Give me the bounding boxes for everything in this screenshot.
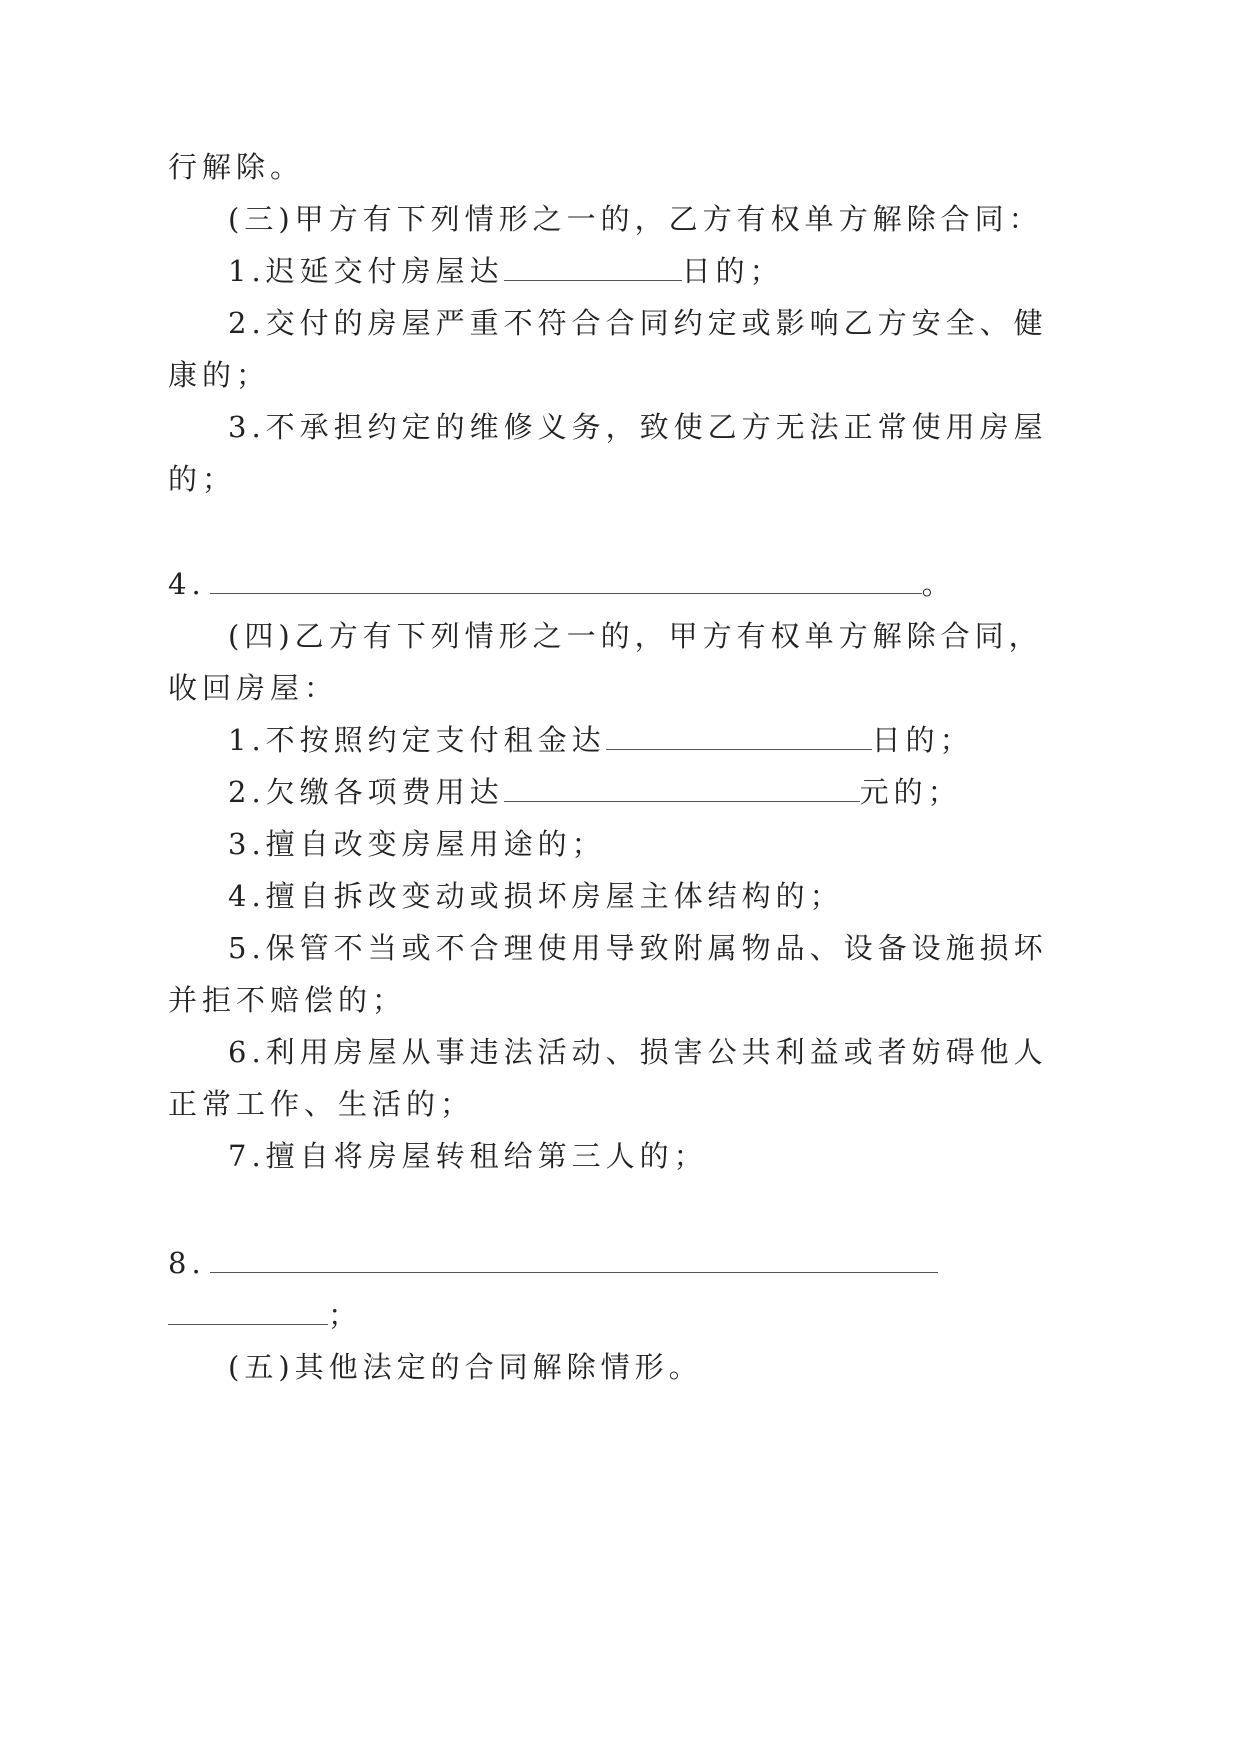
line-text: 1.不按照约定支付租金达 [228, 723, 606, 757]
fill-in-blank[interactable] [606, 723, 872, 750]
line-text-after: 元的； [859, 775, 962, 809]
text-line [168, 1084, 474, 1124]
line-text: (五)其他法定的合同解除情形。 [228, 1350, 703, 1384]
list-item [228, 928, 1048, 968]
fill-in-blank[interactable] [504, 775, 860, 802]
text-line [168, 147, 304, 187]
section-heading [228, 616, 1043, 656]
fill-in-blank[interactable] [210, 1246, 938, 1273]
section-heading [228, 1347, 703, 1387]
line-text: 8. [168, 1246, 206, 1280]
list-item [228, 772, 962, 812]
line-text: 行解除。 [168, 150, 305, 184]
line-text: 4. [168, 567, 206, 601]
line-text: 收回房屋： [168, 671, 339, 705]
fill-in-blank[interactable] [168, 1298, 328, 1325]
list-item [228, 824, 606, 864]
line-text: (三)甲方有下列情形之一的，乙方有权单方解除合同： [228, 202, 1043, 236]
text-line [168, 668, 338, 708]
line-text-after: 日的； [871, 723, 974, 757]
list-item [228, 251, 784, 291]
line-text: 1.迟延交付房屋达 [228, 254, 504, 288]
line-text: (四)乙方有下列情形之一的，甲方有权单方解除合同， [228, 619, 1043, 653]
line-text-after: ； [328, 1298, 363, 1332]
line-text: 并拒不赔偿的； [168, 983, 407, 1017]
line-text: 2.交付的房屋严重不符合合同约定或影响乙方安全、健 [228, 306, 1048, 340]
line-text: 4.擅自拆改变动或损坏房屋主体结构的； [228, 879, 844, 913]
line-text: 5.保管不当或不合理使用导致附属物品、设备设施损坏 [228, 931, 1048, 965]
line-text: 3.擅自改变房屋用途的； [228, 827, 606, 861]
list-item [228, 876, 844, 916]
fill-in-blank[interactable] [504, 254, 682, 281]
text-line [168, 459, 236, 499]
list-item [228, 407, 1048, 447]
line-text: 2.欠缴各项费用达 [228, 775, 504, 809]
line-text: 康的； [168, 358, 271, 392]
line-text: 3.不承担约定的维修义务，致使乙方无法正常使用房屋 [228, 410, 1048, 444]
line-text: 7.擅自将房屋转租给第三人的； [228, 1139, 708, 1173]
fill-in-blank[interactable] [210, 567, 922, 594]
text-line [168, 980, 406, 1020]
list-item [228, 720, 974, 760]
list-item [228, 303, 1048, 343]
line-text: 正常工作、生活的； [168, 1087, 475, 1121]
text-line [168, 355, 270, 395]
line-text: 6.利用房屋从事违法活动、损害公共利益或者妨碍他人 [228, 1035, 1048, 1069]
list-item [228, 1032, 1048, 1072]
section-heading [228, 199, 1043, 239]
list-item [168, 1243, 938, 1283]
list-item [168, 564, 956, 604]
line-text: 的； [168, 462, 237, 496]
line-text-after: 日的； [681, 254, 784, 288]
line-text-after: 。 [921, 567, 956, 601]
text-line [168, 1295, 362, 1335]
list-item [228, 1136, 708, 1176]
